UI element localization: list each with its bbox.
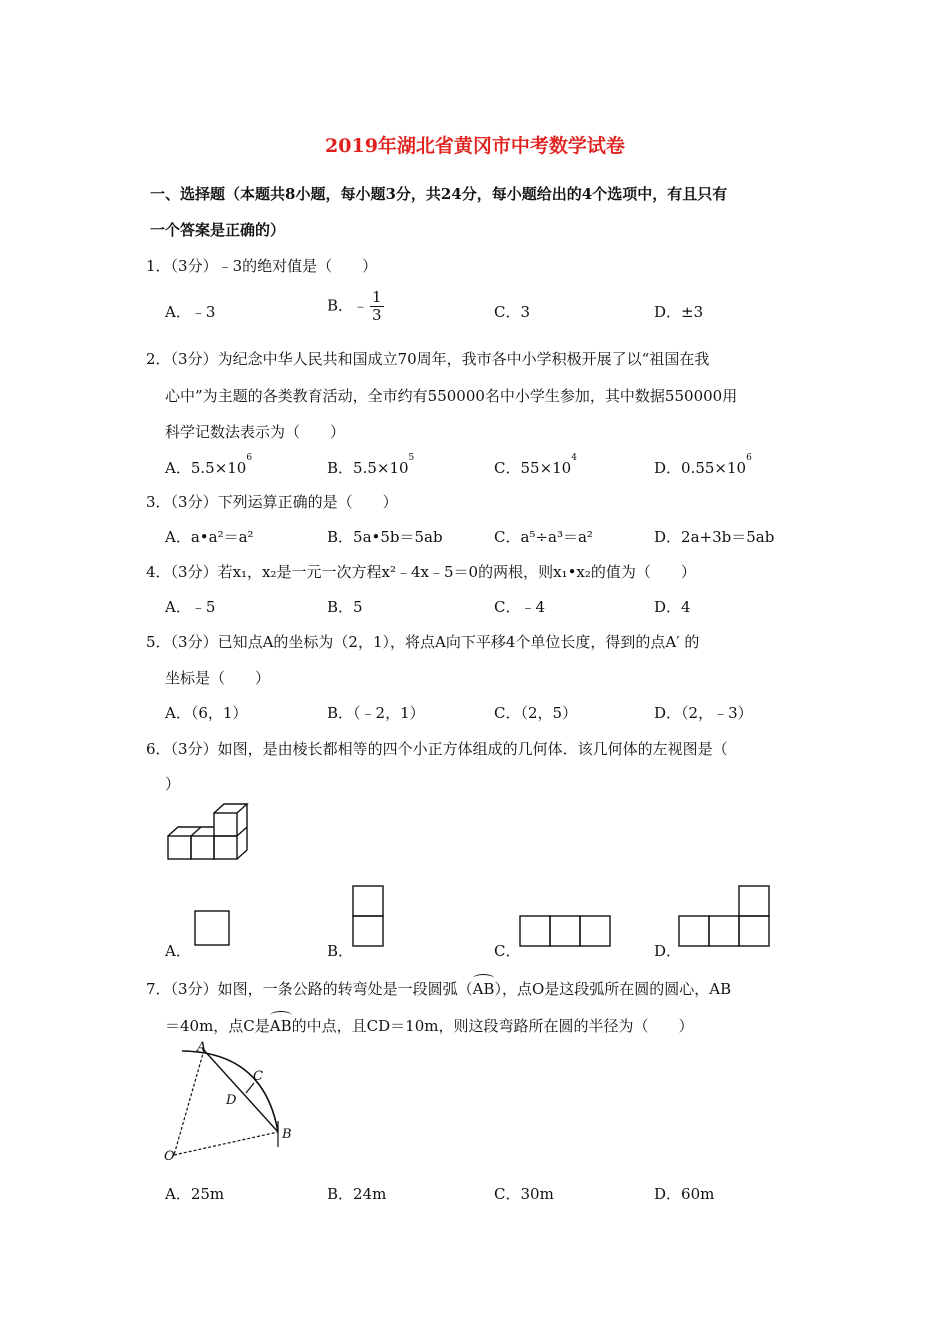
q3-stem: 3．（3分）下列运算正确的是（ ） xyxy=(146,493,398,511)
q4-option-b: B．5 xyxy=(327,598,363,616)
q3-option-b: B．5a•5b＝5ab xyxy=(327,528,443,546)
q7-option-a: A．25m xyxy=(165,1185,225,1203)
q6-option-b-figure xyxy=(350,883,386,949)
q5-option-a: A．（6，1） xyxy=(165,704,248,722)
q7-arc-figure xyxy=(160,1036,300,1166)
q6-line1: 6．（3分）如图，是由棱长都相等的四个小正方体组成的几何体．该几何体的左视图是（ xyxy=(146,740,728,758)
q7-option-c: C．30m xyxy=(494,1185,554,1203)
q2-option-a xyxy=(165,453,253,478)
q4-stem: 4．（3分）若x₁，x₂是一元一次方程x²﹣4x﹣5＝0的两根，则x₁•x₂的值为（ ） xyxy=(146,563,696,581)
point-o-label: O xyxy=(164,1149,175,1164)
q3-option-a: A．a•a²＝a² xyxy=(165,528,254,546)
q2-option-c xyxy=(494,453,577,478)
q2-option-b xyxy=(327,453,415,478)
q6-option-d: D． xyxy=(654,942,682,960)
q2-option-a-text: A．5.5×10 xyxy=(165,459,247,477)
fraction xyxy=(370,289,384,324)
q2-line2: 心中”为主题的各类教育活动，全市约有550000名中小学生参加，其中数据550000用 xyxy=(165,387,738,405)
page-title: 2019年湖北省黄冈市中考数学试卷 xyxy=(325,135,625,157)
q1-stem: 1．（3分）﹣3的绝对值是（ ） xyxy=(146,257,378,275)
point-c-label: C xyxy=(253,1069,263,1084)
q2-line1: 2．（3分）为纪念中华人民共和国成立70周年，我市各中小学积极开展了以“祖国在我 xyxy=(146,350,710,368)
q6-line2: ） xyxy=(165,775,181,793)
q1-option-a: A．﹣3 xyxy=(165,303,216,321)
q3-option-c: C．a⁵÷a³＝a² xyxy=(494,528,593,546)
exponent: 5 xyxy=(408,453,415,463)
q6-option-b: B． xyxy=(327,942,354,960)
point-d-label: D xyxy=(226,1093,237,1108)
denominator: 3 xyxy=(372,306,382,324)
q2-option-d-text: D．0.55×10 xyxy=(654,459,747,477)
q7-option-d: D．60m xyxy=(654,1185,715,1203)
q2-option-d xyxy=(654,453,752,478)
q6-cube-figure xyxy=(160,800,255,862)
q1-option-b-prefix: B．﹣ xyxy=(327,296,369,315)
q2-line3: 科学记数法表示为（ ） xyxy=(165,423,346,441)
q1-option-b xyxy=(327,289,384,324)
q7-line1-end: ），点O是这段弧所在圆的圆心，AB xyxy=(494,980,732,998)
q5-option-c: C．（2，5） xyxy=(494,704,578,722)
exponent: 6 xyxy=(746,453,752,463)
q7-line1-start: 7．（3分）如图，一条公路的转弯处是一段圆弧（ xyxy=(146,980,473,998)
q4-option-a: A．﹣5 xyxy=(165,598,216,616)
q6-option-a-figure xyxy=(192,908,232,948)
q5-option-d: D．（2，﹣3） xyxy=(654,704,753,722)
arc-ab-symbol: AB xyxy=(473,976,495,998)
exponent: 4 xyxy=(571,453,577,463)
q7-line2 xyxy=(165,1013,693,1036)
q1-option-d: D．±3 xyxy=(654,303,704,321)
q1-option-c: C．3 xyxy=(494,303,531,321)
q4-option-d: D．4 xyxy=(654,598,691,616)
section-heading-line1: 一、选择题（本题共8小题，每小题3分，共24分，每小题给出的4个选项中，有且只有 xyxy=(150,185,728,203)
q6-option-c-figure xyxy=(517,913,613,949)
q6-option-d-figure xyxy=(676,883,773,949)
q5-line2: 坐标是（ ） xyxy=(165,669,271,687)
arc-ab-symbol: AB xyxy=(270,1013,292,1035)
point-a-label: A xyxy=(197,1040,207,1055)
q6-option-a: A． xyxy=(165,942,191,960)
q4-option-c: C．﹣4 xyxy=(494,598,546,616)
q2-option-b-text: B．5.5×10 xyxy=(327,459,409,477)
section-heading-line2: 一个答案是正确的） xyxy=(150,221,286,239)
exponent: 6 xyxy=(246,453,253,463)
numerator: 1 xyxy=(372,288,382,306)
point-b-label: B xyxy=(282,1127,292,1142)
q7-line2-start: ＝40m，点C是 xyxy=(165,1017,270,1035)
q6-option-c: C． xyxy=(494,942,521,960)
q7-line1 xyxy=(146,976,731,999)
q5-line1: 5．（3分）已知点A的坐标为（2，1），将点A向下平移4个单位长度，得到的点A′ 的 xyxy=(146,633,700,651)
q7-line2-end: 的中点，且CD＝10m，则这段弯路所在圆的半径为（ ） xyxy=(291,1017,694,1035)
q7-option-b: B．24m xyxy=(327,1185,387,1203)
q2-option-c-text: C．55×10 xyxy=(494,459,572,477)
q3-option-d: D．2a+3b＝5ab xyxy=(654,528,775,546)
q5-option-b: B．（﹣2，1） xyxy=(327,704,425,722)
